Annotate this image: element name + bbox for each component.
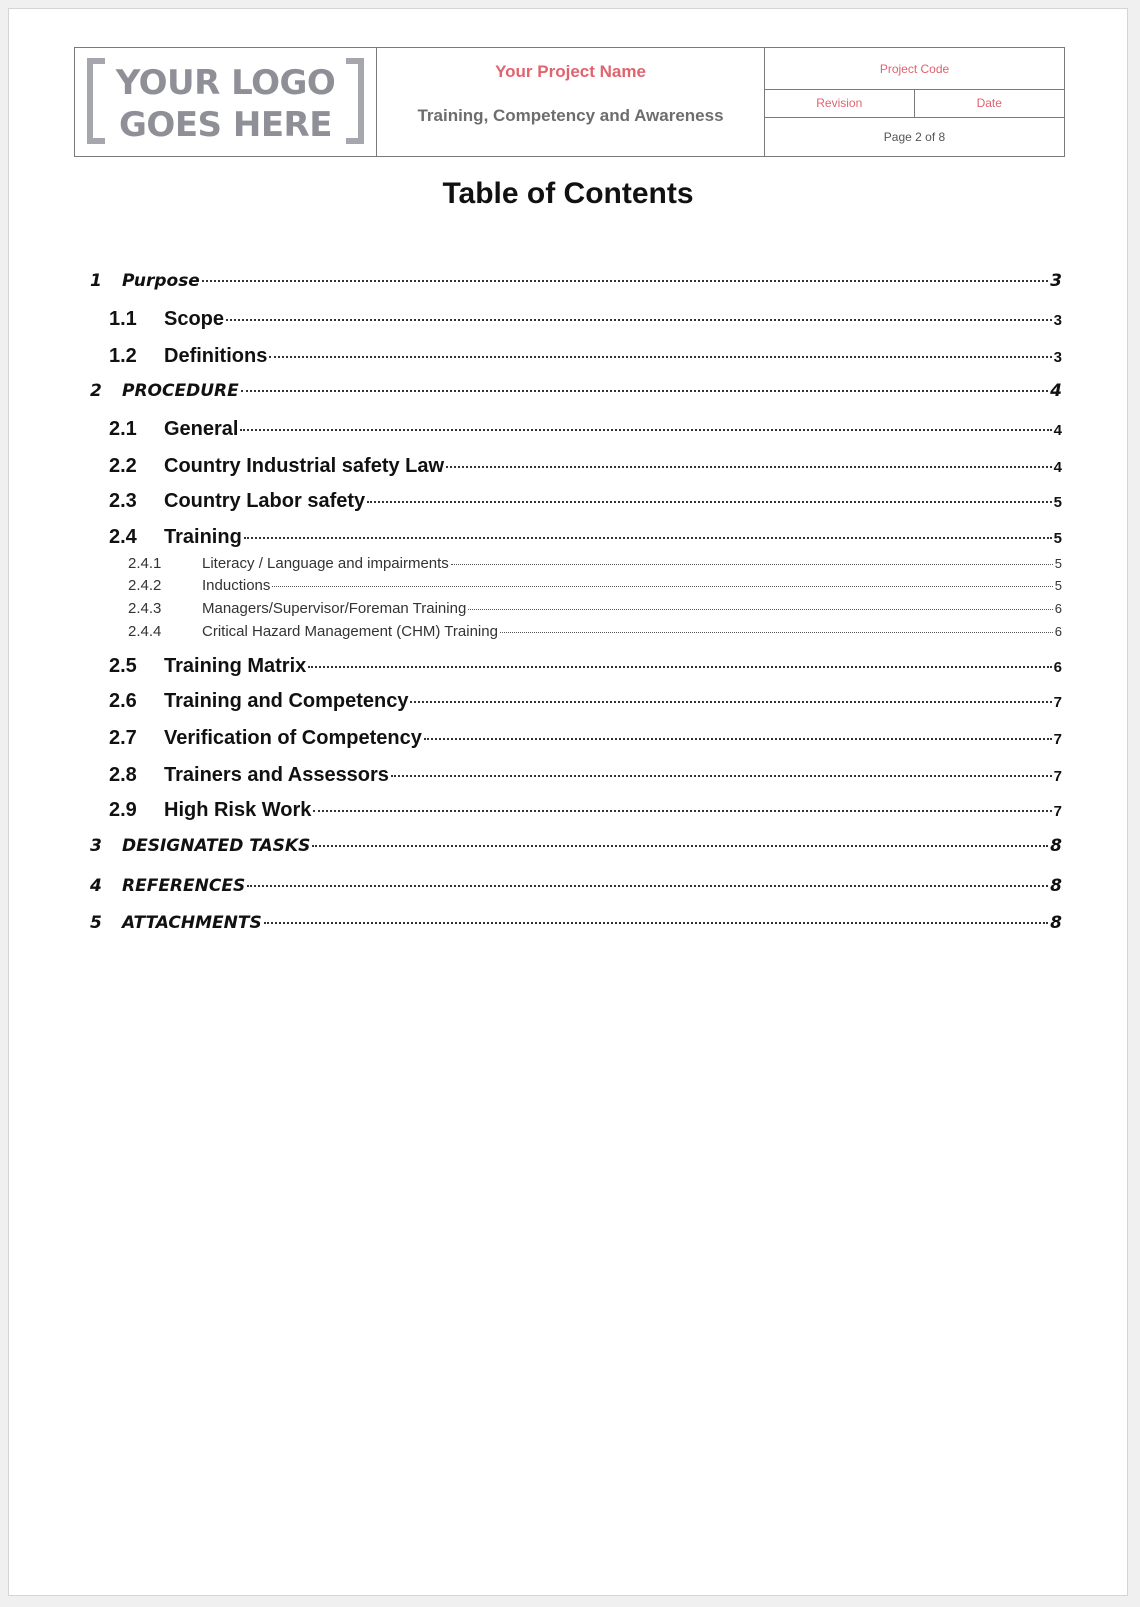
toc-entry-page: 6 [1054,601,1062,616]
toc-entry-number: 2 [90,381,102,401]
toc-dot-leader [226,319,1052,321]
toc-entry[interactable] [82,418,1062,441]
toc-dot-leader [391,775,1052,777]
toc-entry-number: 2.1 [109,418,137,440]
toc-entry-number: 2.6 [109,690,137,712]
toc-entry-page: 4 [1053,459,1062,476]
toc-entry-page: 7 [1053,694,1062,711]
toc-entry[interactable] [82,308,1062,331]
toc-entry-number: 2.2 [109,455,137,477]
toc-entry-page: 8 [1050,913,1062,933]
toc-dot-leader [241,390,1048,392]
toc-dot-leader [424,738,1052,740]
toc-entry[interactable] [82,913,1062,933]
toc-dot-leader [312,845,1048,847]
toc-entry-label: Training [164,526,242,548]
toc-dot-leader [244,537,1052,539]
toc-dot-leader [451,564,1053,565]
toc-entry-label: High Risk Work [164,799,312,821]
toc-entry-number: 5 [90,913,102,933]
toc-entry-number: 1.2 [109,345,137,367]
toc-entry-number: 1.1 [109,308,137,330]
toc-entry-number: 2.7 [109,727,137,749]
toc-entry-label: Verification of Competency [164,727,422,749]
toc-entry-number: 2.8 [109,764,137,786]
toc-entry-label: PROCEDURE [122,381,239,401]
toc-dot-leader [272,586,1052,587]
toc-dot-leader [410,701,1051,703]
toc-entry-page: 5 [1054,556,1062,571]
revision-label: Revision [765,90,915,117]
toc-dot-leader [468,609,1052,610]
toc-entry[interactable] [82,600,1062,617]
toc-entry[interactable] [82,655,1062,678]
toc-entry-label: Trainers and Assessors [164,764,389,786]
toc-entry[interactable] [82,526,1062,549]
toc-dot-leader [446,466,1052,468]
toc-entry-label: Country Labor safety [164,490,366,512]
toc-entry[interactable] [82,490,1062,513]
toc-entry[interactable] [82,577,1062,594]
toc-dot-leader [308,666,1051,668]
toc-dot-leader [240,429,1051,431]
toc-entry-label: Inductions [202,577,271,594]
toc-dot-leader [269,356,1051,358]
toc-entry-page: 3 [1053,312,1062,329]
logo-text [105,62,346,146]
toc-entry-label: Purpose [122,271,200,291]
meta-cell [765,48,1064,156]
toc-dot-leader [500,632,1053,633]
toc-entry[interactable] [82,690,1062,713]
toc-entry-page: 4 [1053,422,1062,439]
toc-title: Table of Contents [442,177,694,210]
logo-placeholder [75,48,377,156]
toc-entry[interactable] [82,727,1062,750]
toc-entry-number: 2.4.1 [128,555,162,572]
toc-entry-label: ATTACHMENTS [122,913,262,933]
toc-entry-page: 4 [1050,381,1062,401]
toc-entry[interactable] [82,345,1062,368]
logo-left-bracket [87,58,105,144]
revision-date-row [765,90,1064,118]
project-name: Your Project Name [495,62,646,81]
toc-entry[interactable] [82,381,1062,401]
toc-entry-number: 2.4.3 [128,600,162,617]
toc-entry-page: 5 [1053,530,1062,547]
logo-line-2: GOES HERE [119,105,332,145]
toc-entry[interactable] [82,555,1062,572]
project-code-label: Project Code [765,48,1064,90]
toc-entry-label: Country Industrial safety Law [164,455,445,477]
toc-entry-number: 2.9 [109,799,137,821]
toc-dot-leader [313,810,1051,812]
toc-entry-label: REFERENCES [122,876,246,896]
toc-dot-leader [367,501,1052,503]
logo-line-1: YOUR LOGO [115,63,336,103]
toc-dot-leader [247,885,1048,887]
toc-entry-page: 8 [1050,836,1062,856]
toc-entry[interactable] [82,764,1062,787]
logo-right-bracket [346,58,364,144]
toc-dot-leader [264,922,1048,924]
toc-entry[interactable] [82,836,1062,856]
toc-entry-number: 4 [90,876,102,896]
toc-entry-number: 2.4 [109,526,137,548]
page-info: Page 2 of 8 [883,130,946,144]
toc-entry-number: 2.4.4 [128,623,162,640]
document-header [74,47,1065,157]
toc-entry-page: 7 [1053,731,1062,748]
toc-entry-label: Literacy / Language and impairments [202,555,449,572]
toc-entry-label: DESIGNATED TASKS [122,836,311,856]
toc-entry[interactable] [82,799,1062,822]
toc-entry-page: 5 [1054,578,1062,593]
toc-entry-label: Training Matrix [164,655,307,677]
toc-entry-page: 6 [1054,624,1062,639]
toc-entry-page: 5 [1053,494,1062,511]
toc-entry-label: Definitions [164,345,268,367]
toc-entry-page: 3 [1053,349,1062,366]
toc-dot-leader [202,280,1048,282]
toc-entry-page: 3 [1050,271,1062,291]
toc-entry-page: 6 [1053,659,1062,676]
toc-entry-label: Critical Hazard Management (CHM) Training [202,623,498,640]
document-title: Training, Competency and Awareness [417,106,724,125]
toc-entry[interactable] [82,271,1062,291]
toc-entry-page: 7 [1053,768,1062,785]
toc-entry-page: 8 [1050,876,1062,896]
toc-entry-number: 1 [90,271,102,291]
toc-entry[interactable] [82,876,1062,896]
toc-entry-label: General [164,418,239,440]
toc-entry-number: 2.4.2 [128,577,162,594]
title-cell [377,48,765,156]
date-label: Date [976,96,1002,110]
toc-entry-label: Managers/Supervisor/Foreman Training [202,600,467,617]
toc-entry-number: 3 [90,836,102,856]
document-page [8,8,1128,1596]
toc-entry-label: Scope [164,308,225,330]
toc-entry-page: 7 [1053,803,1062,820]
toc-entry-label: Training and Competency [164,690,409,712]
toc-entry[interactable] [82,623,1062,640]
toc-entry[interactable] [82,455,1062,478]
toc-entry-number: 2.3 [109,490,137,512]
toc-entry-number: 2.5 [109,655,137,677]
